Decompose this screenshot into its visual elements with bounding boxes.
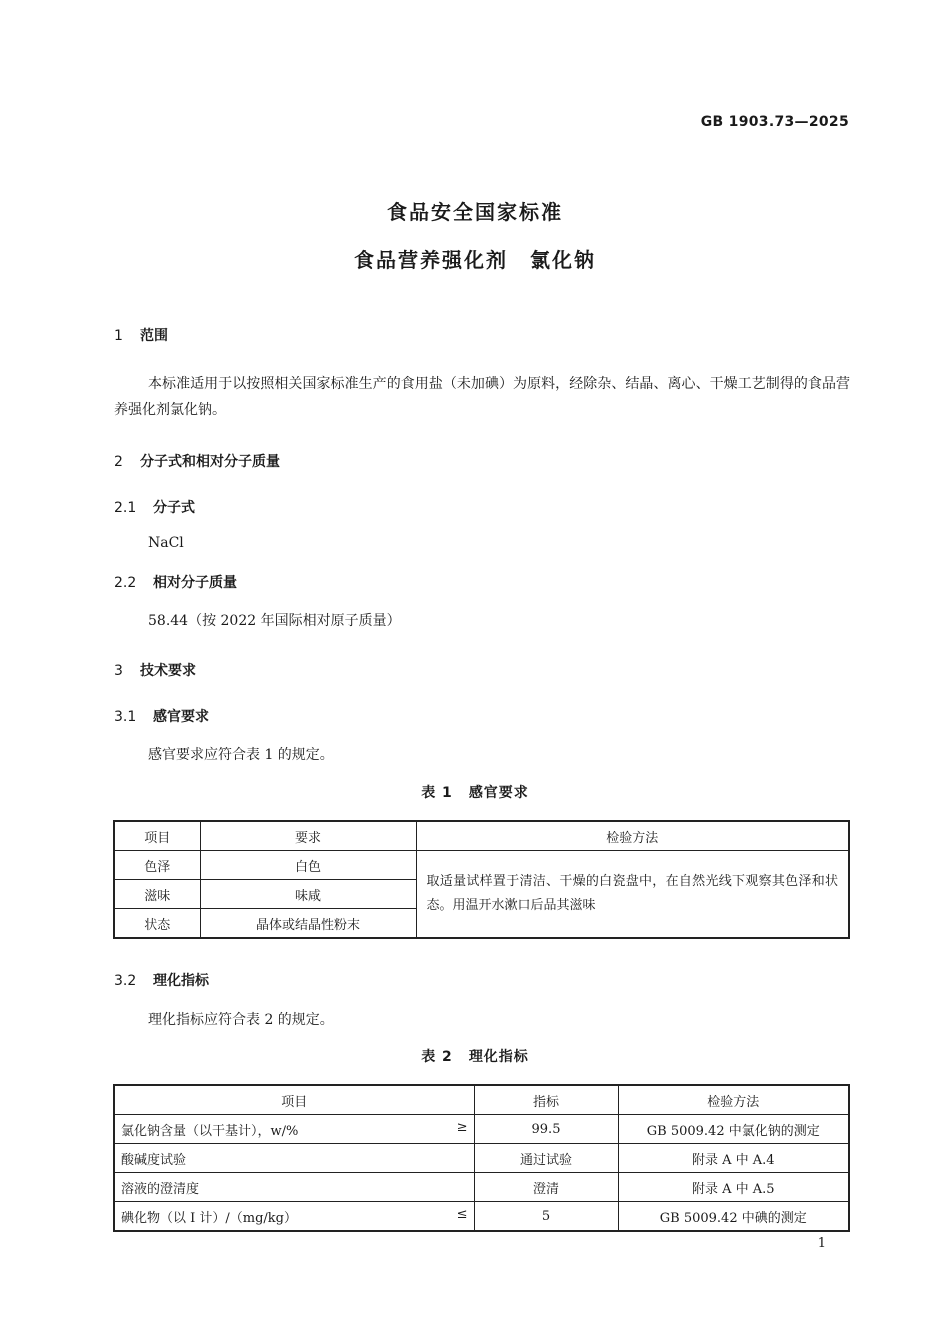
section-number: 2.2 [114,575,137,591]
molecular-mass: 58.44（按 2022 年国际相对原子质量） [148,613,401,629]
table-row [114,1115,849,1144]
document-title: 食品安全国家标准 [387,200,563,224]
table-physicochemical-indicators [113,1084,850,1232]
section-number: 3.2 [114,973,137,989]
column-header: 项目 [114,1085,474,1115]
value-cell: 通过试验 [474,1144,618,1173]
value-cell: 澄清 [474,1173,618,1202]
section-2-heading [114,451,280,471]
column-header: 项目 [114,821,200,851]
method-cell: 附录 A 中 A.4 [618,1144,849,1173]
table-1-caption [0,782,950,802]
section-number: 2.1 [114,500,137,516]
item-cell [114,1144,474,1173]
column-header: 检验方法 [618,1085,849,1115]
item-cell: 滋味 [114,880,200,909]
item-label: 氯化钠含量（以干基计），w/% [121,1123,299,1139]
method-cell: GB 5009.42 中氯化钠的测定 [618,1115,849,1144]
page-number: 1 [817,1236,826,1251]
caption-title: 理化指标 [468,1049,529,1065]
document-subtitle: 食品营养强化剂 氯化钠 [354,248,596,272]
comparison-symbol: ≥ [456,1119,468,1135]
table-header-row [114,821,849,851]
item-cell: 状态 [114,909,200,939]
caption-title: 感官要求 [468,785,529,801]
column-header: 指标 [474,1085,618,1115]
requirement-cell: 味咸 [200,880,416,909]
section-3-2-heading [114,970,209,990]
section-title: 技术要求 [140,663,196,679]
comparison-symbol: ≤ [456,1206,468,1222]
section-number: 1 [114,328,123,344]
section-number: 2 [114,454,123,470]
table-row [114,851,849,880]
section-2-2-heading [114,572,237,592]
table-row [114,1202,849,1232]
section-title: 感官要求 [153,709,209,725]
standard-number: GB 1903.73—2025 [700,114,849,130]
section-3-heading [114,660,196,680]
section-1-body: 本标准适用于以按照相关国家标准生产的食用盐（未加碘）为原料，经除杂、结晶、离心、干燥工艺制得的食品营养强化剂氯化钠。 [114,376,850,418]
section-title: 相对分子质量 [153,575,237,591]
column-header: 要求 [200,821,416,851]
item-cell [114,1115,474,1144]
section-number: 3 [114,663,123,679]
table-row [114,1173,849,1202]
method-cell: 取适量试样置于清洁、干燥的白瓷盘中，在自然光线下观察其色泽和状态。用温开水漱口后品其滋味 [416,851,849,939]
method-cell: 附录 A 中 A.5 [618,1173,849,1202]
section-3-1-body: 感官要求应符合表 1 的规定。 [148,747,334,763]
section-3-2-body: 理化指标应符合表 2 的规定。 [148,1012,334,1028]
column-header: 检验方法 [416,821,849,851]
caption-number: 表 1 [421,785,453,801]
requirement-cell: 晶体或结晶性粉末 [200,909,416,939]
section-3-1-heading [114,706,209,726]
table-row [114,1144,849,1173]
molecular-formula: NaCl [148,535,184,551]
item-label: 碘化物（以 I 计）/（mg/kg） [121,1210,298,1226]
item-cell: 色泽 [114,851,200,880]
requirement-cell: 白色 [200,851,416,880]
section-number: 3.1 [114,709,137,725]
value-cell: 5 [474,1202,618,1232]
table-sensory-requirements [113,820,850,939]
section-1-heading [114,325,168,345]
item-label: 溶液的澄清度 [121,1181,200,1197]
value-cell: 99.5 [474,1115,618,1144]
item-label: 酸碱度试验 [121,1152,187,1168]
caption-number: 表 2 [421,1049,453,1065]
section-2-1-heading [114,497,195,517]
section-title: 分子式 [153,500,195,516]
method-cell: GB 5009.42 中碘的测定 [618,1202,849,1232]
item-cell [114,1202,474,1232]
item-cell [114,1173,474,1202]
section-title: 范围 [140,328,168,344]
table-header-row [114,1085,849,1115]
table-2-caption [0,1046,950,1066]
section-title: 理化指标 [153,973,209,989]
section-title: 分子式和相对分子质量 [140,454,280,470]
